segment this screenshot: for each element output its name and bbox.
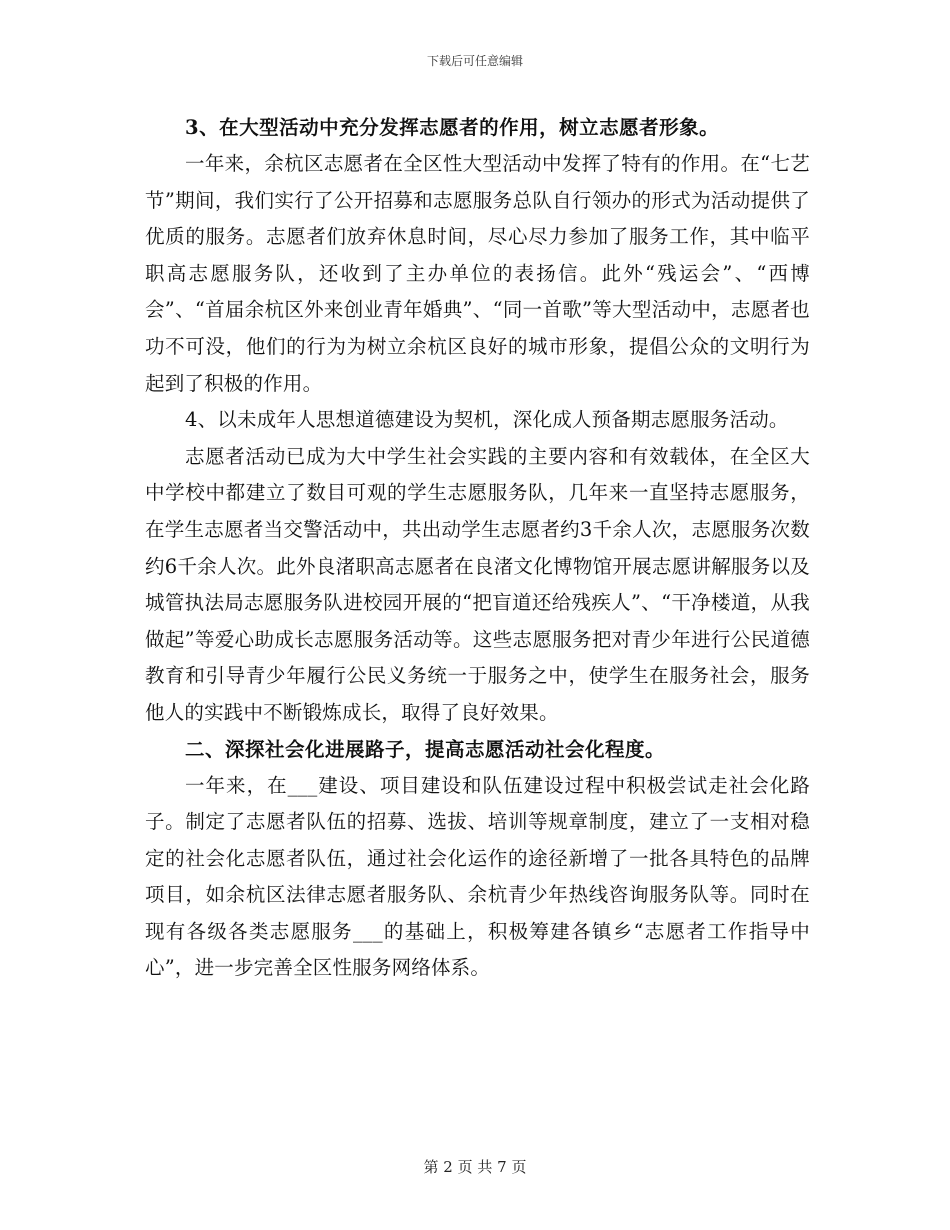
page-header-note: 下载后可任意编辑 <box>426 54 523 68</box>
section-heading-2: 二、深探社会化进展路子，提高志愿活动社会化程度。 <box>185 737 666 761</box>
page-number: 第 2 页 共 7 页 <box>423 1158 527 1176</box>
paragraph-large-events: 一年来，余杭区志愿者在全区性大型活动中发挥了特有的作用。在“七艺节”期间，我们实行了公开招募和志愿服务总队自行领办的形式为活动提供了优质的服务。志愿者们放弃休息时间，尽心尽力参加了服务工作，其中临平职高志愿服务队，还收到了主办单位的表扬信。此外“残运会”、“西博会”、“首届余杭区外来创业青年婚典”、“同一首歌”等大型活动中，志愿者也功不可没，他们的行为为树立余杭区良好的城市形象，提倡公众的文明行为起到了积极的作用。 <box>145 152 810 395</box>
section-heading-3: 3、在大型活动中充分发挥志愿者的作用，树立志愿者形象。 <box>185 116 720 139</box>
document-body <box>145 110 810 987</box>
paragraph-heading-4: 4、以未成年人思想道德建设为契机，深化成人预备期志愿服务活动。 <box>185 408 789 432</box>
paragraph-student-volunteers: 志愿者活动已成为大中学生社会实践的主要内容和有效载体，在全区大中学校中都建立了数目可观的学生志愿服务队，几年来一直坚持志愿服务，在学生志愿者当交警活动中，共出动学生志愿者约3千余人次，志愿服务次数约6千余人次。此外良渚职高志愿者在良渚文化博物馆开展志愿讲解服务以及城管执法局志愿服务队进校园开展的“把盲道还给残疾人”、“干净楼道，从我做起”等爱心助成长志愿服务活动等。这些志愿服务把对青少年进行公民道德教育和引导青少年履行公民义务统一于服务之中，使学生在服务社会，服务他人的实践中不断锻炼成长，取得了良好效果。 <box>145 444 810 724</box>
paragraph-socialization: 一年来，在___建设、项目建设和队伍建设过程中积极尝试走社会化路子。制定了志愿者队伍的招募、选拔、培训等规章制度，建立了一支相对稳定的社会化志愿者队伍，通过社会化运作的途径新增了一批各具特色的品牌项目，如余杭区法律志愿者服务队、余杭青少年热线咨询服务队等。同时在现有各级各类志愿服务___的基础上，积极筹建各镇乡“志愿者工作指导中心”，进一步完善全区性服务网络体系。 <box>145 773 810 980</box>
